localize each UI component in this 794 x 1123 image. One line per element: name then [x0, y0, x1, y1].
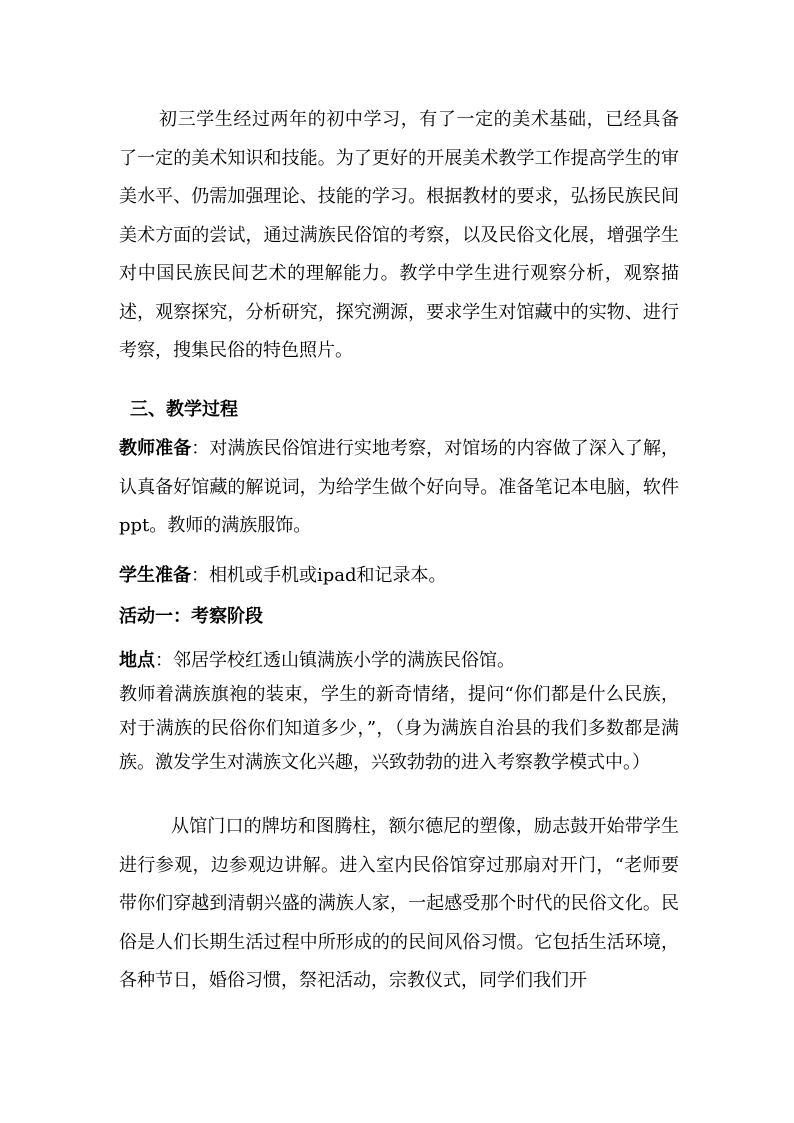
tour-paragraph: 从馆门口的牌坊和图腾柱，额尔德尼的塑像，励志鼓开始带学生进行参观，边参观边讲解。进入室内民俗馆穿过那扇对开门，“老师要带你们穿越到清朝兴盛的满族人家，一起感受那个时代的民俗文化。民俗是人们长期生活过程中所形成的的民间风俗习惯。它包括生活环境，各种节日，婚俗习惯，祭祀活动，宗教仪式，同学们我们开 — [119, 816, 679, 991]
activity-heading: 活动一：考察阶段 — [119, 606, 263, 627]
location-paragraph — [119, 644, 679, 678]
teacher-prep-text: ：对满族民俗馆进行实地考察，对馆场的内容做了深入了解，认真备好馆藏的解说词，为给学生做个好向导。准备笔记本电脑，软件ppt。教师的满族服饰。 — [119, 438, 680, 536]
intro-paragraph: 初三学生经过两年的初中学习，有了一定的美术基础，已经具备了一定的美术知识和技能。为了更好的开展美术教学工作提高学生的审美水平、仍需加强理论、技能的学习。根据教材的要求，弘扬民族民间美术方面的尝试，通过满族民俗馆的考察，以及民俗文化展，增强学生对中国民族民间艺术的理解能力。教学中学生进行观察分析，观察描述，观察探究，分析研究，探究溯源，要求学生对馆藏中的实物、进行考察，搜集民俗的特色照片。 — [119, 109, 679, 361]
teacher-prep-label: 教师准备 — [119, 438, 192, 459]
student-prep-text: ：相机或手机或ipad和记录本。 — [191, 565, 447, 586]
activity-paragraph: 教师着满族旗袍的装束，学生的新奇情绪，提问“你们都是什么民族，对于满族的民俗你们知道多少，”，（身为满族自治县的我们多数都是满族。激发学生对满族文化兴趣，兴致勃勃的进入考察教学模式中。） — [119, 684, 679, 773]
teacher-prep-paragraph — [119, 430, 679, 546]
location-text: ：邻居学校红透山镇满族小学的满族民俗馆。 — [155, 650, 515, 671]
section-heading: 三、教学过程 — [130, 399, 238, 420]
student-prep-label: 学生准备 — [119, 565, 191, 586]
student-prep-paragraph — [119, 557, 679, 596]
location-label: 地点 — [119, 650, 155, 671]
